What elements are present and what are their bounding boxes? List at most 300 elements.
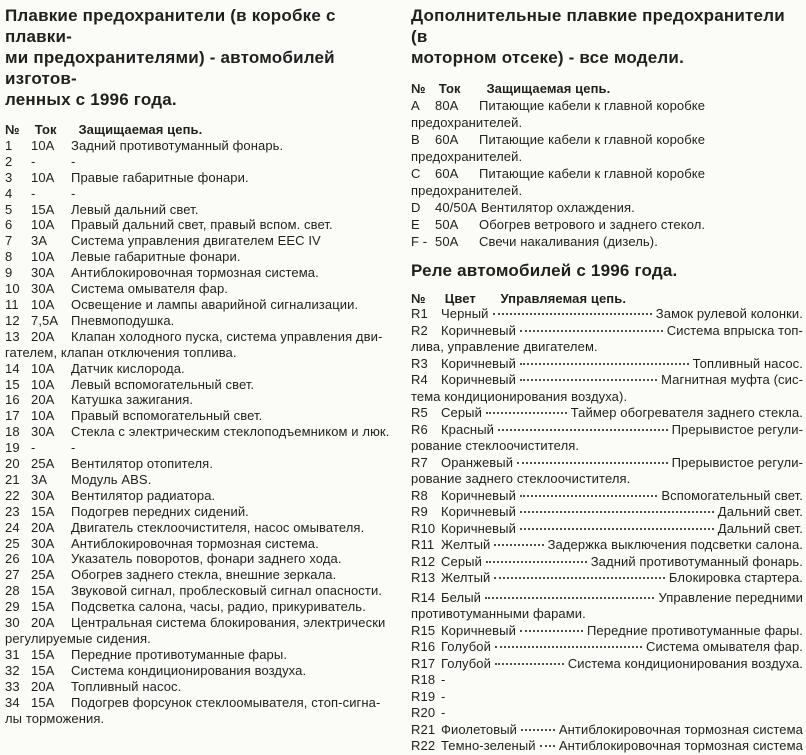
relay-row (411, 323, 803, 356)
fuse-number: 15 (5, 376, 20, 392)
spacer (5, 110, 397, 122)
relay-color: Коричневый (441, 372, 516, 387)
relay-color: Коричневый (441, 520, 516, 536)
engine-fuse-table-header (411, 80, 803, 97)
dot-leader (494, 544, 543, 546)
fuse-circuit: Левый вспомогательный свет. (71, 376, 255, 392)
fuse-circuit: Клапан холодного пуска, система управления дви- (71, 328, 383, 344)
relay-row (411, 405, 803, 422)
dot-leader (520, 630, 583, 632)
column-header-amp: Ток (34, 122, 57, 137)
dot-leader (495, 646, 642, 648)
relay-circuit-continuation: противотуманными фарами. (411, 606, 586, 621)
engine-fuse-section (411, 80, 803, 250)
relay-color: Коричневый (441, 622, 516, 638)
fuse-amp-rating: 30A (31, 281, 55, 297)
fuse-number: 22 (5, 487, 20, 503)
fuse-row (5, 202, 397, 218)
relay-circuit: Блокировка стартера. (668, 570, 803, 585)
column-header-circuit: Защищаемая цепь. (78, 122, 203, 137)
fuse-circuit: Звуковой сигнал, проблесковый сигнал опасности. (71, 583, 383, 599)
fuse-amp-rating: 10A (31, 217, 55, 233)
fuse-row (411, 131, 803, 165)
relay-row (411, 356, 803, 373)
fuse-circuit: Указатель поворотов, фонари заднего хода. (71, 551, 342, 567)
dot-leader (495, 663, 564, 665)
relay-id: R22 (411, 738, 436, 753)
column-header-amp: Ток (438, 81, 461, 96)
fuse-number: B (411, 132, 420, 147)
relay-circuit: Прерывистое регули- (671, 454, 803, 470)
fuse-amp-rating: 3A (31, 233, 48, 249)
dot-leader (486, 561, 587, 563)
engine-fuses-heading (411, 5, 803, 68)
fuse-number: 12 (5, 312, 20, 328)
fuse-number: 10 (5, 281, 20, 297)
relay-id: R6 (411, 421, 428, 437)
fuse-row (5, 647, 397, 663)
fuse-number: A (411, 98, 420, 113)
fuse-row (5, 170, 397, 186)
dot-leader (520, 495, 657, 497)
fuse-row (5, 599, 397, 615)
relay-row (411, 422, 803, 455)
relay-id: R21 (411, 721, 436, 737)
relay-id: R1 (411, 306, 428, 321)
relay-id: R2 (411, 322, 428, 338)
heading-line: моторном отсеке) - все модели. (411, 48, 685, 67)
fuse-number: 23 (5, 503, 20, 519)
fuse-number: 34 (5, 694, 20, 710)
relay-circuit: Топливный насос. (692, 355, 803, 371)
fuse-row (5, 408, 397, 424)
fuse-number: 11 (5, 296, 19, 312)
fuse-circuit: Правый дальний свет, правый вспом. свет. (71, 217, 333, 233)
fuse-amp-rating: 10A (31, 137, 55, 153)
relay-row (411, 521, 803, 538)
fuse-number: 16 (5, 392, 20, 408)
fuse-circuit: Подогрев форсунок стеклоомывателя, стоп-сигна- (71, 694, 381, 710)
fuse-row (5, 361, 397, 377)
fuse-row (5, 313, 397, 329)
fuse-number: 8 (5, 249, 13, 265)
fuse-number: 5 (5, 201, 13, 217)
main-fuse-table-header (5, 122, 397, 138)
fuse-number: 25 (5, 535, 20, 551)
fuse-number: E (411, 217, 420, 232)
relay-circuit: Передние противотуманные фары. (586, 622, 803, 638)
fuse-row (5, 520, 397, 536)
fuse-amp-rating: 7,5A (31, 312, 59, 328)
fuse-circuit: Стекла с электрическим стеклоподъемником и люк. (71, 424, 390, 440)
relay-circuit: Замок рулевой колонки. (655, 306, 803, 321)
fuse-circuit: Передние противотуманные фары. (71, 646, 288, 662)
relay-circuit-continuation: лива, управление двигателем. (411, 339, 598, 354)
fuse-circuit-continuation: лы торможения. (5, 710, 105, 726)
relay-id: R3 (411, 355, 428, 371)
fuse-row (5, 567, 397, 583)
fuse-circuit: Свечи накаливания (дизель). (479, 234, 658, 249)
fuse-amp-rating: 60A (435, 166, 459, 181)
relay-circuit: Задний противотуманный фонарь. (590, 553, 803, 569)
fuse-amp-rating: 10A (31, 360, 55, 376)
relay-id: R16 (411, 639, 436, 654)
fuse-number: 14 (5, 360, 20, 376)
fuse-amp-rating: 10A (31, 408, 55, 424)
relay-row (411, 623, 803, 640)
fuse-amp-rating: 25A (31, 456, 55, 472)
relay-id: R4 (411, 372, 428, 387)
fuse-amp-rating: 30A (31, 487, 55, 503)
relay-color: Голубой (441, 655, 491, 671)
relay-color: Голубой (441, 639, 491, 654)
fuse-row (5, 249, 397, 265)
fuse-amp-rating: 15A (31, 646, 55, 662)
engine-fuse-table (411, 97, 803, 250)
fuse-circuit: Двигатель стеклоочистителя, насос омывателя. (71, 519, 365, 535)
fuse-circuit: Пневмоподушка. (71, 312, 175, 328)
fuse-row (5, 377, 397, 393)
dot-leader (540, 745, 555, 747)
dot-leader (517, 462, 667, 464)
relay-row (411, 537, 803, 554)
fuse-row (5, 440, 397, 456)
dot-leader (520, 528, 714, 530)
fuse-number: 32 (5, 662, 20, 678)
dot-leader (520, 511, 714, 513)
fuse-amp-rating: 10A (31, 376, 55, 392)
relay-circuit: Задержка выключения подсветки салона. (547, 537, 803, 552)
fuse-number: D (411, 200, 421, 215)
fuse-row (5, 488, 397, 504)
column-header-color: Цвет (444, 291, 476, 306)
relay-circuit: Антиблокировочная тормозная система (558, 738, 803, 753)
fuse-row (411, 97, 803, 131)
fuse-row (5, 695, 397, 727)
spacer (411, 281, 803, 291)
relay-color: Желтый (441, 537, 491, 552)
fuse-amp-rating: 15A (31, 583, 55, 599)
fuse-circuit: Освещение и лампы аварийной сигнализации. (71, 296, 359, 312)
fuse-circuit: Антиблокировочная тормозная система. (71, 535, 319, 551)
relay-color: - (441, 688, 446, 704)
fuse-amp-rating: 10A (31, 249, 55, 265)
fuse-circuit-continuation: гателем, клапан отключения топлива. (5, 344, 237, 360)
dot-leader (494, 577, 665, 579)
fuse-circuit: Система кондиционирования воздуха. (71, 662, 307, 678)
fuse-circuit: Вентилятор радиатора. (71, 487, 216, 503)
column-header-circuit: Управляемая цепь. (500, 291, 627, 306)
relay-circuit: Дальний свет. (717, 520, 803, 536)
fuse-number: 33 (5, 678, 20, 694)
fuse-number: C (411, 166, 421, 181)
fuse-row (5, 138, 397, 154)
fuse-row (5, 679, 397, 695)
relay-color: Фиолетовый (441, 721, 518, 737)
fuse-amp-rating: 30A (31, 265, 55, 281)
dot-leader (520, 363, 689, 365)
fuse-circuit: Питающие кабели к главной коробке предохранителей. (411, 98, 706, 130)
fuse-row (5, 281, 397, 297)
fuse-circuit: Датчик кислорода. (71, 360, 185, 376)
fuse-number: 18 (5, 424, 20, 440)
fuse-circuit: Центральная система блокирования, электрически (71, 615, 386, 631)
fuse-amp-rating: 60A (435, 132, 459, 147)
spacer (411, 250, 803, 260)
fuse-circuit: Топливный насос. (71, 678, 182, 694)
relay-circuit: Таймер обогревателя заднего стекла. (570, 405, 803, 420)
fuse-circuit: - (71, 185, 76, 201)
fuse-row (5, 233, 397, 249)
main-fuse-table (5, 138, 397, 727)
fuse-row (5, 297, 397, 313)
fuse-amp-rating: 15A (31, 662, 55, 678)
column-header-number: № (411, 291, 426, 306)
relay-id: R19 (411, 688, 436, 704)
dot-leader (486, 412, 567, 414)
fuse-amp-rating: 80A (435, 98, 459, 113)
relay-id: R17 (411, 655, 436, 671)
left-column (5, 5, 397, 755)
fuse-number: 4 (5, 185, 13, 201)
relay-id: R10 (411, 520, 436, 536)
fuse-amp-rating: 50A (435, 234, 459, 249)
fuse-circuit-continuation: регулируемые сидения. (5, 631, 151, 646)
fuse-number: F - (411, 234, 428, 249)
fuse-circuit: Питающие кабели к главной коробке предохранителей. (411, 166, 706, 198)
relay-circuit: Управление передними (658, 589, 803, 605)
fuse-circuit: Подсветка салона, часы, радио, прикуриватель. (71, 599, 366, 615)
fuse-amp-rating: 15A (31, 694, 55, 710)
fuse-row (5, 265, 397, 281)
relay-circuit: Дальний свет. (717, 504, 803, 519)
relay-id: R13 (411, 570, 436, 585)
relay-color: Белый (441, 589, 482, 605)
fuse-amp-rating: 25A (31, 567, 55, 583)
fuse-circuit: Питающие кабели к главной коробке предохранителей. (411, 132, 706, 164)
relay-row (411, 672, 803, 689)
relay-id: R12 (411, 553, 436, 569)
fuse-amp-rating: 20A (31, 392, 55, 408)
fuse-amp-rating: 20A (31, 519, 55, 535)
fuse-amp-rating: 3A (31, 471, 48, 487)
fuse-circuit: Система омывателя фар. (71, 281, 228, 297)
relay-circuit-continuation: тема кондиционирования воздуха). (411, 388, 628, 404)
fuse-amp-rating: 15A (31, 599, 55, 615)
relay-color: Коричневый (441, 355, 516, 371)
fuse-row (5, 615, 397, 647)
relay-table-header (411, 291, 803, 306)
relay-color: Оранжевый (441, 454, 514, 470)
fuse-number: 9 (5, 265, 13, 281)
column-header-circuit: Защищаемая цепь. (486, 81, 611, 96)
relay-row (411, 504, 803, 521)
relay-table (411, 306, 803, 755)
relay-row (411, 570, 803, 587)
fuse-amp-rating: 40/50A (435, 200, 477, 215)
fuse-number: 30 (5, 615, 20, 631)
relay-id: R11 (411, 537, 435, 552)
fuse-circuit: Левые габаритные фонари. (71, 249, 241, 265)
fuse-number: 2 (5, 153, 13, 169)
fuse-circuit: Левый дальний свет. (71, 201, 199, 217)
fuse-amp-rating: 20A (31, 678, 55, 694)
relay-color: Коричневый (441, 322, 516, 338)
fuse-circuit: Обогрев ветрового и заднего стекол. (479, 217, 706, 232)
relay-row (411, 306, 803, 323)
relay-color: - (441, 705, 446, 720)
fuse-circuit: - (71, 153, 76, 169)
relays-heading: Реле автомобилей с 1996 года. (411, 261, 678, 280)
fuse-amp-rating: 15A (31, 503, 55, 519)
relay-color: Серый (441, 553, 482, 569)
fuse-amp-rating: 30A (31, 424, 55, 440)
relay-circuit: Система кондиционирования воздуха. (567, 655, 803, 671)
fuse-number: 17 (5, 408, 20, 424)
relay-row (411, 689, 803, 706)
fuse-number: 3 (5, 169, 13, 185)
relay-id: R18 (411, 672, 436, 687)
fuse-circuit: Подогрев передних сидений. (71, 503, 249, 519)
relay-circuit: Система омывателя фар. (646, 639, 803, 654)
relay-color: - (441, 672, 446, 687)
relay-row (411, 705, 803, 722)
heading-line: ленных с 1996 года. (5, 90, 177, 109)
fuse-number: 31 (5, 646, 20, 662)
fuse-row (5, 424, 397, 440)
fuse-number: 13 (5, 328, 20, 344)
fuse-row (5, 583, 397, 599)
relay-id: R7 (411, 454, 428, 470)
fuse-row (5, 186, 397, 202)
fuse-row (411, 233, 803, 250)
relay-row (411, 372, 803, 405)
relay-row (411, 639, 803, 656)
right-column (411, 5, 803, 755)
relay-color: Темно-зеленый (441, 738, 536, 753)
fuse-row (5, 472, 397, 488)
relay-row (411, 554, 803, 571)
fuse-row (5, 536, 397, 552)
fuse-amp-rating: - (31, 440, 36, 456)
fuse-row (411, 216, 803, 233)
fuse-circuit: Задний противотуманный фонарь. (71, 137, 284, 153)
relay-circuit: Вспомогательный свет. (661, 487, 803, 503)
relay-color: Черный (441, 306, 489, 321)
fuse-row (5, 551, 397, 567)
dot-leader (520, 379, 657, 381)
fuse-number: 26 (5, 551, 20, 567)
fuse-circuit: Обогрев заднего стекла, внешние зеркала. (71, 567, 337, 583)
fuse-number: 27 (5, 567, 20, 583)
dot-leader (521, 729, 555, 731)
relay-circuit-continuation: рование стеклоочистителя. (411, 438, 580, 453)
fuse-row (5, 392, 397, 408)
relay-id: R8 (411, 487, 428, 503)
relay-circuit-continuation: рование заднего стеклоочистителя. (411, 471, 631, 486)
relay-row (411, 590, 803, 623)
fuse-amp-rating: 15A (31, 201, 55, 217)
fuse-number: 29 (5, 599, 20, 615)
dot-leader (493, 313, 652, 315)
heading-line: Дополнительные плавкие предохранители (в (411, 6, 785, 46)
fuse-circuit: Модуль ABS. (71, 471, 152, 487)
fuse-amp-rating: 20A (31, 328, 55, 344)
fuse-row (5, 456, 397, 472)
fuse-circuit: Вентилятор охлаждения. (480, 200, 635, 215)
fuse-number: 1 (5, 137, 13, 153)
fuse-amp-rating: 20A (31, 615, 55, 631)
dot-leader (520, 330, 663, 332)
fuse-row (5, 504, 397, 520)
relay-color: Красный (441, 421, 495, 437)
fuse-amp-rating: 30A (31, 535, 55, 551)
fuse-circuit: - (71, 440, 76, 456)
fuse-row (5, 329, 397, 361)
fuse-circuit: Антиблокировочная тормозная система. (71, 265, 319, 281)
heading-line: Плавкие предохранители (в коробке с плавки- (5, 6, 336, 46)
fuse-circuit: Вентилятор отопителя. (71, 456, 214, 472)
relay-color: Серый (441, 405, 482, 420)
fuse-circuit: Правый вспомогательный свет. (71, 408, 263, 424)
relay-row (411, 488, 803, 505)
relay-color: Коричневый (441, 504, 516, 519)
spacer (411, 68, 803, 80)
relay-circuit: Система впрыска топ- (666, 322, 803, 338)
fuse-number: 21 (5, 471, 20, 487)
relay-id: R20 (411, 705, 436, 720)
fuse-row (5, 217, 397, 233)
relay-color: Коричневый (441, 487, 516, 503)
relay-circuit: Антиблокировочная тормозная система (558, 721, 803, 737)
relay-row (411, 656, 803, 673)
fuse-circuit: Катушка зажигания. (71, 392, 194, 408)
fuse-amp-rating: - (31, 153, 36, 169)
relay-row (411, 738, 803, 755)
fuse-amp-rating: 50A (435, 217, 459, 232)
fuse-number: 19 (5, 440, 20, 456)
fuse-amp-rating: - (31, 185, 36, 201)
fuse-number: 28 (5, 583, 20, 599)
fuse-row (411, 165, 803, 199)
fuse-circuit: Система управления двигателем EEC IV (71, 233, 321, 249)
relay-circuit: Прерывистое регули- (671, 421, 803, 437)
relay-id: R14 (411, 589, 436, 605)
dot-leader (498, 429, 668, 431)
relay-id: R9 (411, 504, 428, 519)
heading-line: ми предохранителями) - автомобилей изготов- (5, 48, 335, 88)
fuse-row (411, 199, 803, 216)
fuse-amp-rating: 10A (31, 169, 55, 185)
relay-id: R5 (411, 405, 428, 420)
relay-id: R15 (411, 622, 436, 638)
dot-leader (485, 597, 654, 599)
column-header-number: № (411, 81, 426, 96)
main-fuses-heading (5, 5, 397, 110)
fuse-row (5, 663, 397, 679)
relay-row (411, 455, 803, 488)
fuse-circuit: Правые габаритные фонари. (71, 169, 249, 185)
fuse-number: 6 (5, 217, 13, 233)
relay-color: Желтый (441, 570, 491, 585)
fuse-number: 20 (5, 456, 20, 472)
relay-circuit: Магнитная муфта (сис- (661, 372, 803, 387)
column-header-number: № (5, 122, 20, 137)
fuse-amp-rating: 10A (31, 551, 55, 567)
relay-row (411, 722, 803, 739)
fuse-number: 24 (5, 519, 20, 535)
fuse-number: 7 (5, 233, 13, 249)
